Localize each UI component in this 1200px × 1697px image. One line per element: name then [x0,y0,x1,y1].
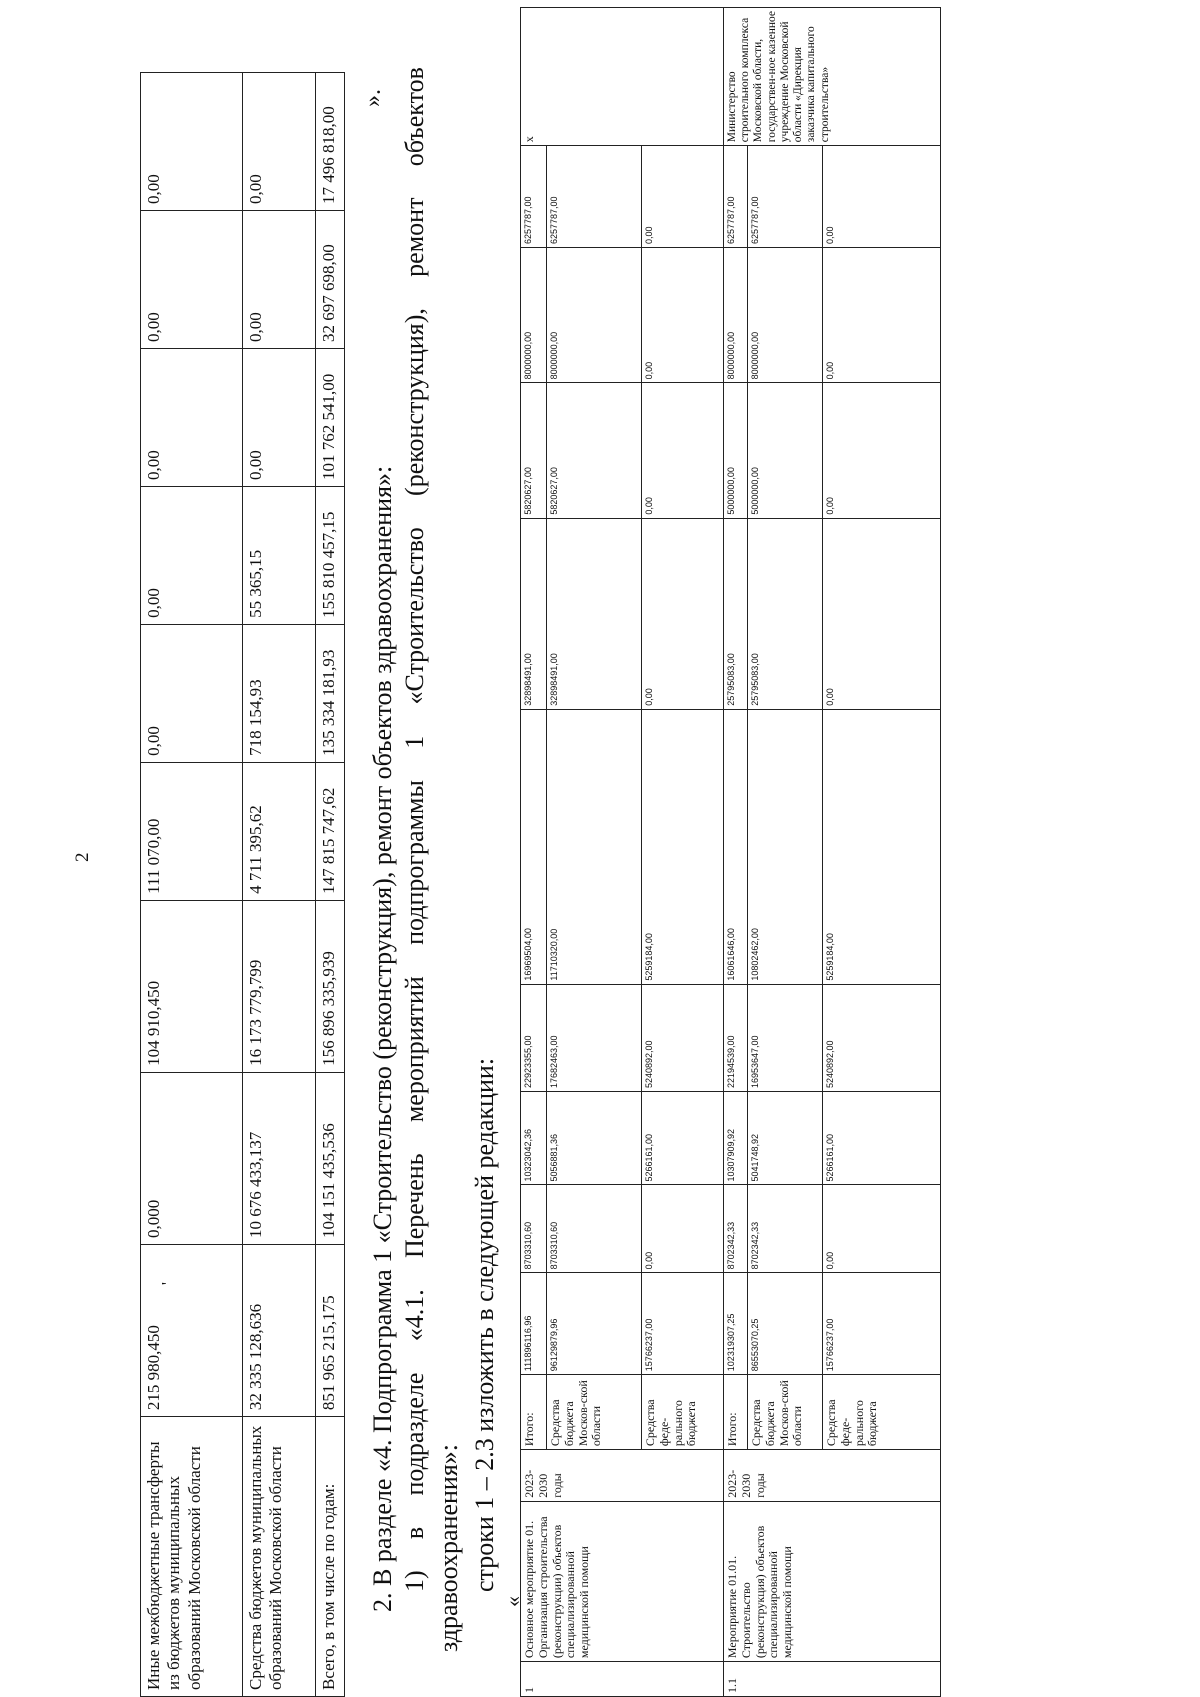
table-cell: 0,00 [243,211,316,349]
table-cell: 15766237,00 [642,1273,724,1375]
word: «4.1. [400,1289,429,1342]
table-cell: 5820627,00 [547,383,642,518]
word: подразделе [400,1372,429,1496]
opening-quote: « [500,1596,525,1607]
table-cell: 55 365,15 [243,486,316,624]
paragraph-item [400,67,430,1592]
word: в [400,1526,429,1540]
table-cell: 718 154,93 [243,624,316,762]
word: подпрограммы [400,780,429,945]
word: (реконструкция), [400,308,429,496]
measure-name: Основное мероприятие 01. Организация строительства (реконструкции) объектов специализированной медицинской помощи [521,1501,724,1661]
table-row [547,8,642,1697]
row-number: 1 [521,1662,724,1697]
table-cell: 0,00 [823,146,941,248]
table-cell: 4 711 395,62 [243,762,316,900]
table-cell: 147 815 747,62 [316,762,345,900]
table-cell: 0,00 [243,349,316,487]
table-cell: 8703310,60 [521,1185,547,1273]
table-cell: 11710320,00 [547,709,642,984]
financing-table [140,72,345,1697]
table-cell: 104 910,450 [141,900,243,1072]
table-cell: 101 762 541,00 [316,349,345,487]
table-cell: 102319307,25 [724,1273,748,1375]
table-cell: 6257787,00 [521,146,547,248]
paragraph-continuation: здравоохранения»: [434,1443,463,1652]
paragraph-instruction: строки 1 – 2.3 изложить в следующей редакции: [470,1057,499,1592]
table-cell: 0,00 [642,146,724,248]
table-cell: 86553070,25 [748,1273,823,1375]
table-cell: 25795083,00 [748,518,823,709]
table-cell: 0,00 [141,211,243,349]
table-row [724,8,748,1697]
table-cell: 5820627,00 [521,383,547,518]
table-cell: 0,00 [642,248,724,383]
measure-years: 2023-2030 годы [521,1450,724,1502]
table-cell: 16 173 779,799 [243,900,316,1072]
funding-source: Средства бюджета Москов-ской области [547,1375,642,1450]
table-cell: 16953647,00 [748,984,823,1091]
table-row [642,8,724,1697]
table-cell: 96129879,96 [547,1273,642,1375]
word: 1) [400,1570,429,1592]
word: «Строительство [400,527,429,705]
table-cell: 111 070,00 [141,762,243,900]
executor: Министерство строительного комплекса Московской области, государствен-ное казенное учреждение Московской области «Дирекция заказчика капитального строительства» [724,8,941,146]
table-cell: 17 496 818,00 [316,73,345,211]
table-cell: 8000000,00 [521,248,547,383]
table-row [141,73,243,1697]
table-cell: 0,00 [642,518,724,709]
table-cell: 8702342,33 [748,1185,823,1273]
table-cell: 32898491,00 [521,518,547,709]
word: объектов [400,67,429,167]
table-cell: 851 965 215,175 [316,1245,345,1417]
word: ремонт [400,197,429,277]
table-cell: 5000000,00 [748,383,823,518]
table-cell: 111896116,96 [521,1273,547,1375]
table-row [748,8,823,1697]
funding-source: Итого: [521,1375,547,1450]
table-cell: 0,00 [141,349,243,487]
closing-quote: ». [360,89,386,107]
table-cell: 0,000 [141,1072,243,1244]
table-cell: 5240892,00 [823,984,941,1091]
table-cell: 0,00 [823,383,941,518]
measures-table [520,7,941,1697]
row-label: Иные межбюджетные трансферты из бюджетов муниципальных образований Московской области [141,1417,243,1697]
measure-name: Мероприятие 01.01. Строительство (реконструкция) объектов специализированной медицинской помощи [724,1501,941,1661]
paragraph-section: 2. В разделе «4. Подпрограмма 1 «Строительство (реконструкция), ремонт объектов здравоохранения»: [368,465,397,1612]
table-cell: 8000000,00 [547,248,642,383]
table-cell: 0,00 [141,624,243,762]
table-cell: 5266161,00 [642,1092,724,1185]
table-cell: 32 335 128,636 [243,1245,316,1417]
table-cell: 6257787,00 [547,146,642,248]
table-cell: 5266161,00 [823,1092,941,1185]
funding-source: Итого: [724,1375,748,1450]
table-cell: 5000000,00 [724,383,748,518]
table-cell: 16061646,00 [724,709,748,984]
table-cell: 0,00 [141,73,243,211]
word: Перечень [400,1153,429,1259]
table-cell: 215 980,450' [141,1245,243,1417]
table-cell: 0,00 [141,486,243,624]
table-cell: 6257787,00 [748,146,823,248]
table-row [243,73,316,1697]
table-cell: 156 896 335,939 [316,900,345,1072]
table-cell: 15766237,00 [823,1273,941,1375]
table-cell: 0,00 [642,1185,724,1273]
word: мероприятий [400,976,429,1123]
table-cell: 155 810 457,15 [316,486,345,624]
stray-mark: ' [158,1282,177,1286]
measure-years: 2023-2030 годы [724,1450,941,1502]
row-number: 1.1 [724,1662,941,1697]
table-cell: 0,00 [823,518,941,709]
table-cell: 32898491,00 [547,518,642,709]
funding-source: Средства бюджета Москов-ской области [748,1375,823,1450]
table-cell: 25795083,00 [724,518,748,709]
table-cell: 32 697 698,00 [316,211,345,349]
table-cell: 22923355,00 [521,984,547,1091]
table-cell: 10802462,00 [748,709,823,984]
table-cell: 5041748,92 [748,1092,823,1185]
page-number: 2 [72,852,93,862]
table-cell: 10 676 433,137 [243,1072,316,1244]
table-cell: 0,00 [823,248,941,383]
table-row [823,8,941,1697]
table-cell: 8000000,00 [724,248,748,383]
executor: х [521,8,724,146]
table-cell: 22194539,00 [724,984,748,1091]
table-cell: 6257787,00 [724,146,748,248]
table-cell: 5259184,00 [823,709,941,984]
table-cell: 5056881,36 [547,1092,642,1185]
funding-source: Средства феде-рального бюджета [823,1375,941,1450]
table-cell: 17682463,00 [547,984,642,1091]
table-cell: 8000000,00 [748,248,823,383]
table-row [521,8,547,1697]
table-cell: 5240892,00 [642,984,724,1091]
table-cell: 135 334 181,93 [316,624,345,762]
table-cell: 10307909,92 [724,1092,748,1185]
row-label: Средства бюджетов муниципальных образований Московской области [243,1417,316,1697]
table-cell: 0,00 [243,73,316,211]
table-cell: 16969504,00 [521,709,547,984]
table-cell: 8703310,60 [547,1185,642,1273]
table-row [316,73,345,1697]
table-cell: 10323042,36 [521,1092,547,1185]
word: 1 [400,735,429,749]
funding-source: Средства феде-рального бюджета [642,1375,724,1450]
table-cell: 5259184,00 [642,709,724,984]
table-cell: 0,00 [823,1185,941,1273]
table-cell: 8702342,33 [724,1185,748,1273]
table-cell: 104 151 435,536 [316,1072,345,1244]
table-cell: 0,00 [642,383,724,518]
row-label: Всего, в том числе по годам: [316,1417,345,1697]
